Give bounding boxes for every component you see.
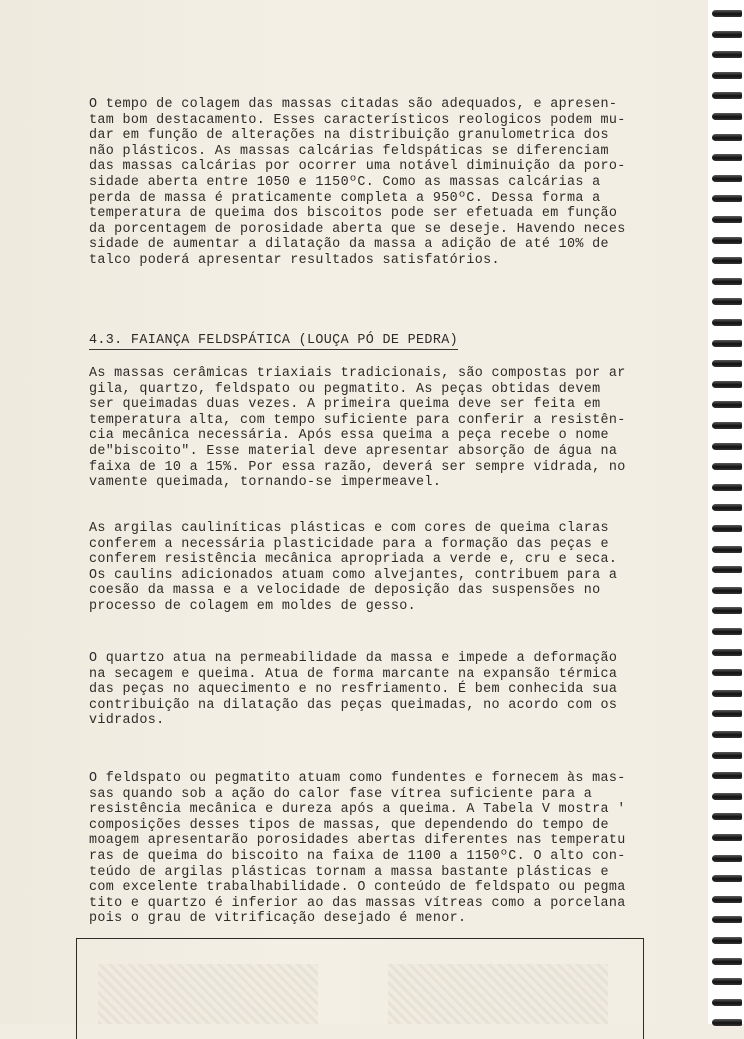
- binding-ring: [712, 113, 742, 120]
- paragraph-2-line: gila, quartzo, feldspato ou pegmatito. As peças obtidas devem: [89, 381, 601, 397]
- binding-ring: [712, 195, 742, 202]
- paragraph-2-line: temperatura alta, com tempo suficiente para conferir a resistên-: [89, 412, 626, 428]
- paragraph-4-line: vidrados.: [89, 713, 165, 729]
- binding-ring: [712, 855, 742, 862]
- binding-ring: [712, 340, 742, 347]
- paragraph-1-line: perda de massa é praticamente completa a 950ºC. Dessa forma a: [89, 190, 601, 206]
- paragraph-2-line: ser queimadas duas vezes. A primeira queima deve ser feita em: [89, 397, 601, 413]
- binding-ring: [712, 834, 742, 841]
- binding-ring: [712, 381, 742, 388]
- binding-ring: [712, 10, 742, 17]
- binding-ring: [712, 690, 742, 697]
- section-heading: 4.3. FAIANÇA FELDSPÁTICA (LOUÇA PÓ DE PEDRA): [89, 333, 458, 348]
- binding-ring: [712, 772, 742, 779]
- binding-ring: [712, 999, 742, 1006]
- paragraph-5-line: sas quando sob a ação do calor fase vítrea suficiente para a: [89, 786, 593, 802]
- paragraph-4: [89, 651, 663, 729]
- binding-ring: [712, 669, 742, 676]
- paragraph-3-line: Os caulins adicionados atuam como alvejantes, contribuem para a: [89, 567, 618, 583]
- binding-ring: [712, 51, 742, 58]
- binding-ring: [712, 566, 742, 573]
- paragraph-2-line: de"biscoito". Esse material deve apresentar absorção de água na: [89, 443, 618, 459]
- paragraph-1-line: da porcentagem de porosidade aberta que se deseje. Havendo neces: [89, 221, 626, 237]
- paragraph-3-line: processo de colagem em moldes de gesso.: [89, 598, 417, 614]
- paragraph-5-line: ras de queima do biscoito na faixa de 1100 a 1150ºC. O alto con-: [89, 848, 626, 864]
- paragraph-1-line: temperatura de queima dos biscoitos pode ser efetuada em função: [89, 206, 618, 222]
- binding-ring: [712, 958, 742, 965]
- binding-ring: [712, 72, 742, 79]
- binding-ring: [712, 298, 742, 305]
- paragraph-5: [89, 771, 663, 927]
- table-bleed-through: [98, 964, 318, 1024]
- binding-ring: [712, 360, 742, 367]
- paragraph-2-line: faixa de 10 a 15%. Por essa razão, deverá ser sempre vidrada, no: [89, 459, 626, 475]
- binding-ring: [712, 401, 742, 408]
- binding-ring: [712, 710, 742, 717]
- paragraph-1-line: tam bom destacamento. Esses característicos reologicos podem mu-: [89, 112, 626, 128]
- paragraph-1-line: das massas calcárias por ocorrer uma notável diminuição da poro-: [89, 159, 626, 175]
- binding-ring: [712, 649, 742, 656]
- paragraph-1-line: sidade de aumentar a dilatação da massa a adição de até 10% de: [89, 237, 609, 253]
- binding-ring: [712, 92, 742, 99]
- binding-ring: [712, 628, 742, 635]
- paragraph-1: [89, 97, 663, 269]
- binding-ring: [712, 484, 742, 491]
- paragraph-5-line: O feldspato ou pegmatito atuam como fundentes e fornecem às mas-: [89, 771, 626, 786]
- binding-ring: [712, 31, 742, 38]
- paragraph-1-line: sidade aberta entre 1050 e 1150ºC. Como as massas calcárias a: [89, 174, 601, 190]
- binding-ring: [712, 916, 742, 923]
- paragraph-5-line: tito e quartzo é inferior ao das massas vítreas como a porcelana: [89, 895, 626, 911]
- binding-ring: [712, 422, 742, 429]
- paragraph-3-line: As argilas cauliníticas plásticas e com cores de queima claras: [89, 521, 609, 536]
- binding-ring: [712, 443, 742, 450]
- paragraph-1-line: talco poderá apresentar resultados satisfatórios.: [89, 252, 500, 268]
- binding-ring: [712, 237, 742, 244]
- binding-ring: [712, 504, 742, 511]
- paragraph-1-line: não plásticos. As massas calcárias feldspáticas se diferenciam: [89, 143, 609, 159]
- binding-ring: [712, 1019, 742, 1026]
- paragraph-5-line: resistência mecânica e dureza após a queima. A Tabela V mostra ': [89, 802, 626, 818]
- binding-ring: [712, 278, 742, 285]
- binding-ring: [712, 257, 742, 264]
- table-bleed-through: [388, 964, 608, 1024]
- binding-ring: [712, 978, 742, 985]
- binding-ring: [712, 607, 742, 614]
- binding-ring: [712, 319, 742, 326]
- binding-ring: [712, 546, 742, 553]
- paragraph-4-line: O quartzo atua na permeabilidade da massa e impede a deformação: [89, 651, 618, 666]
- paragraph-2-line: cia mecânica necessária. Após essa queima a peça recebe o nome: [89, 428, 609, 444]
- paragraph-5-line: pois o grau de vitrificação desejado é menor.: [89, 911, 467, 927]
- binding-ring: [712, 154, 742, 161]
- binding-ring: [712, 875, 742, 882]
- binding-ring: [712, 896, 742, 903]
- spiral-binding: [708, 0, 744, 1024]
- paragraph-5-line: com excelente trabalhabilidade. O conteúdo de feldspato ou pegma: [89, 880, 626, 896]
- binding-ring: [712, 587, 742, 594]
- paragraph-3-line: coesão da massa e a velocidade de deposição das suspensões no: [89, 583, 601, 599]
- paragraph-4-line: contribuição na dilatação das peças queimadas, no acordo com os: [89, 697, 618, 713]
- binding-ring: [712, 525, 742, 532]
- binding-ring: [712, 175, 742, 182]
- binding-ring: [712, 793, 742, 800]
- binding-ring: [712, 937, 742, 944]
- paragraph-1-line: O tempo de colagem das massas citadas são adequados, e apresen-: [89, 97, 618, 112]
- binding-ring: [712, 134, 742, 141]
- paragraph-3-line: conferem resistência mecânica apropriada a verde e, cru e seca.: [89, 552, 618, 568]
- binding-ring: [712, 731, 742, 738]
- binding-ring: [712, 752, 742, 759]
- paragraph-4-line: na secagem e queima. Atua de forma marcante na expansão térmica: [89, 666, 618, 682]
- paragraph-2: [89, 366, 663, 491]
- binding-ring: [712, 813, 742, 820]
- paragraph-5-line: composições desses tipos de massas, que dependendo do tempo de: [89, 817, 609, 833]
- paragraph-2-line: As massas cerâmicas triaxiais tradicionais, são compostas por ar: [89, 366, 626, 381]
- paragraph-3-line: conferem a necessária plasticidade para a formação das peças e: [89, 536, 609, 552]
- binding-ring: [712, 216, 742, 223]
- paragraph-1-line: dar em função de alterações na distribuição granulometrica dos: [89, 128, 609, 144]
- paragraph-3: [89, 521, 663, 615]
- paragraph-4-line: das peças no aquecimento e no resfriamento. É bem conhecida sua: [89, 682, 618, 698]
- paragraph-5-line: teúdo de argilas plásticas tornam a massa bastante plásticas e: [89, 864, 609, 880]
- paragraph-5-line: moagem apresentarão porosidades abertas diferentes nas temperatu: [89, 833, 626, 849]
- binding-ring: [712, 463, 742, 470]
- paragraph-2-line: vamente queimada, tornando-se impermeavel.: [89, 475, 442, 491]
